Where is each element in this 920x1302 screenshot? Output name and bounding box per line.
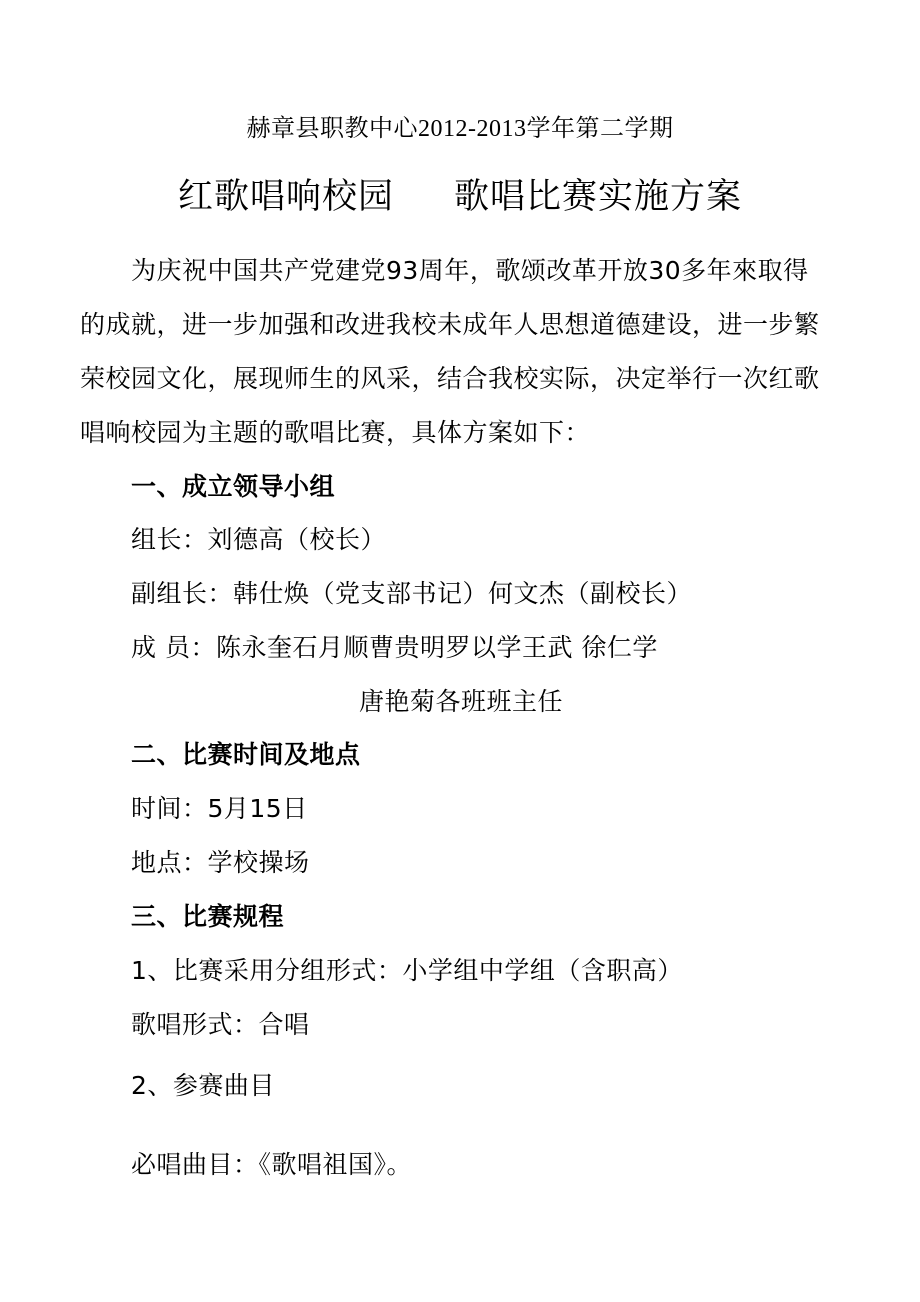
- group-members-continued: 唐艳菊各班班主任: [359, 687, 564, 716]
- intro-line-2: 的成就，进一步加强和改进我校未成年人思想道德建设，进一步繁: [80, 310, 820, 339]
- required-song: 必唱曲目：《歌唱祖国》。: [131, 1150, 413, 1179]
- title-part-2: 歌唱比赛实施方案: [454, 177, 743, 217]
- section-1-heading: 一、成立领导小组: [131, 472, 336, 501]
- section-3-heading: 三、比赛规程: [131, 902, 285, 931]
- intro-line-4: 唱响校园为主题的歌唱比赛，具体方案如下：: [80, 418, 591, 447]
- deputy-leader: 副组长：韩仕焕（党支部书记）何文杰（副校长）: [131, 579, 693, 608]
- singing-form: 歌唱形式：合唱: [131, 1010, 310, 1039]
- title-part-1: 红歌唱响校园: [177, 177, 394, 217]
- document-title: [0, 176, 920, 218]
- intro-line-1: 为庆祝中国共产党建党93周年，歌颂改革开放30多年來取得: [131, 256, 809, 285]
- event-place: 地点：学校操场: [131, 848, 310, 877]
- document-subtitle: 赫章县职教中心2012-2013学年第二学期: [246, 116, 674, 142]
- event-time: 时间：5月15日: [131, 794, 308, 823]
- group-leader: 组长：刘德高（校长）: [131, 525, 387, 554]
- rule-item-1: 1、比赛采用分组形式：小学组中学组（含职高）: [131, 956, 683, 985]
- rule-item-2: 2、参赛曲目: [131, 1071, 275, 1100]
- group-members: 成 员：陈永奎石月顺曹贵明罗以学王武 徐仁学: [131, 633, 658, 662]
- intro-line-3: 荣校园文化，展现师生的风采，结合我校实际，决定举行一次红歌: [80, 364, 820, 393]
- section-2-heading: 二、比赛时间及地点: [131, 740, 361, 769]
